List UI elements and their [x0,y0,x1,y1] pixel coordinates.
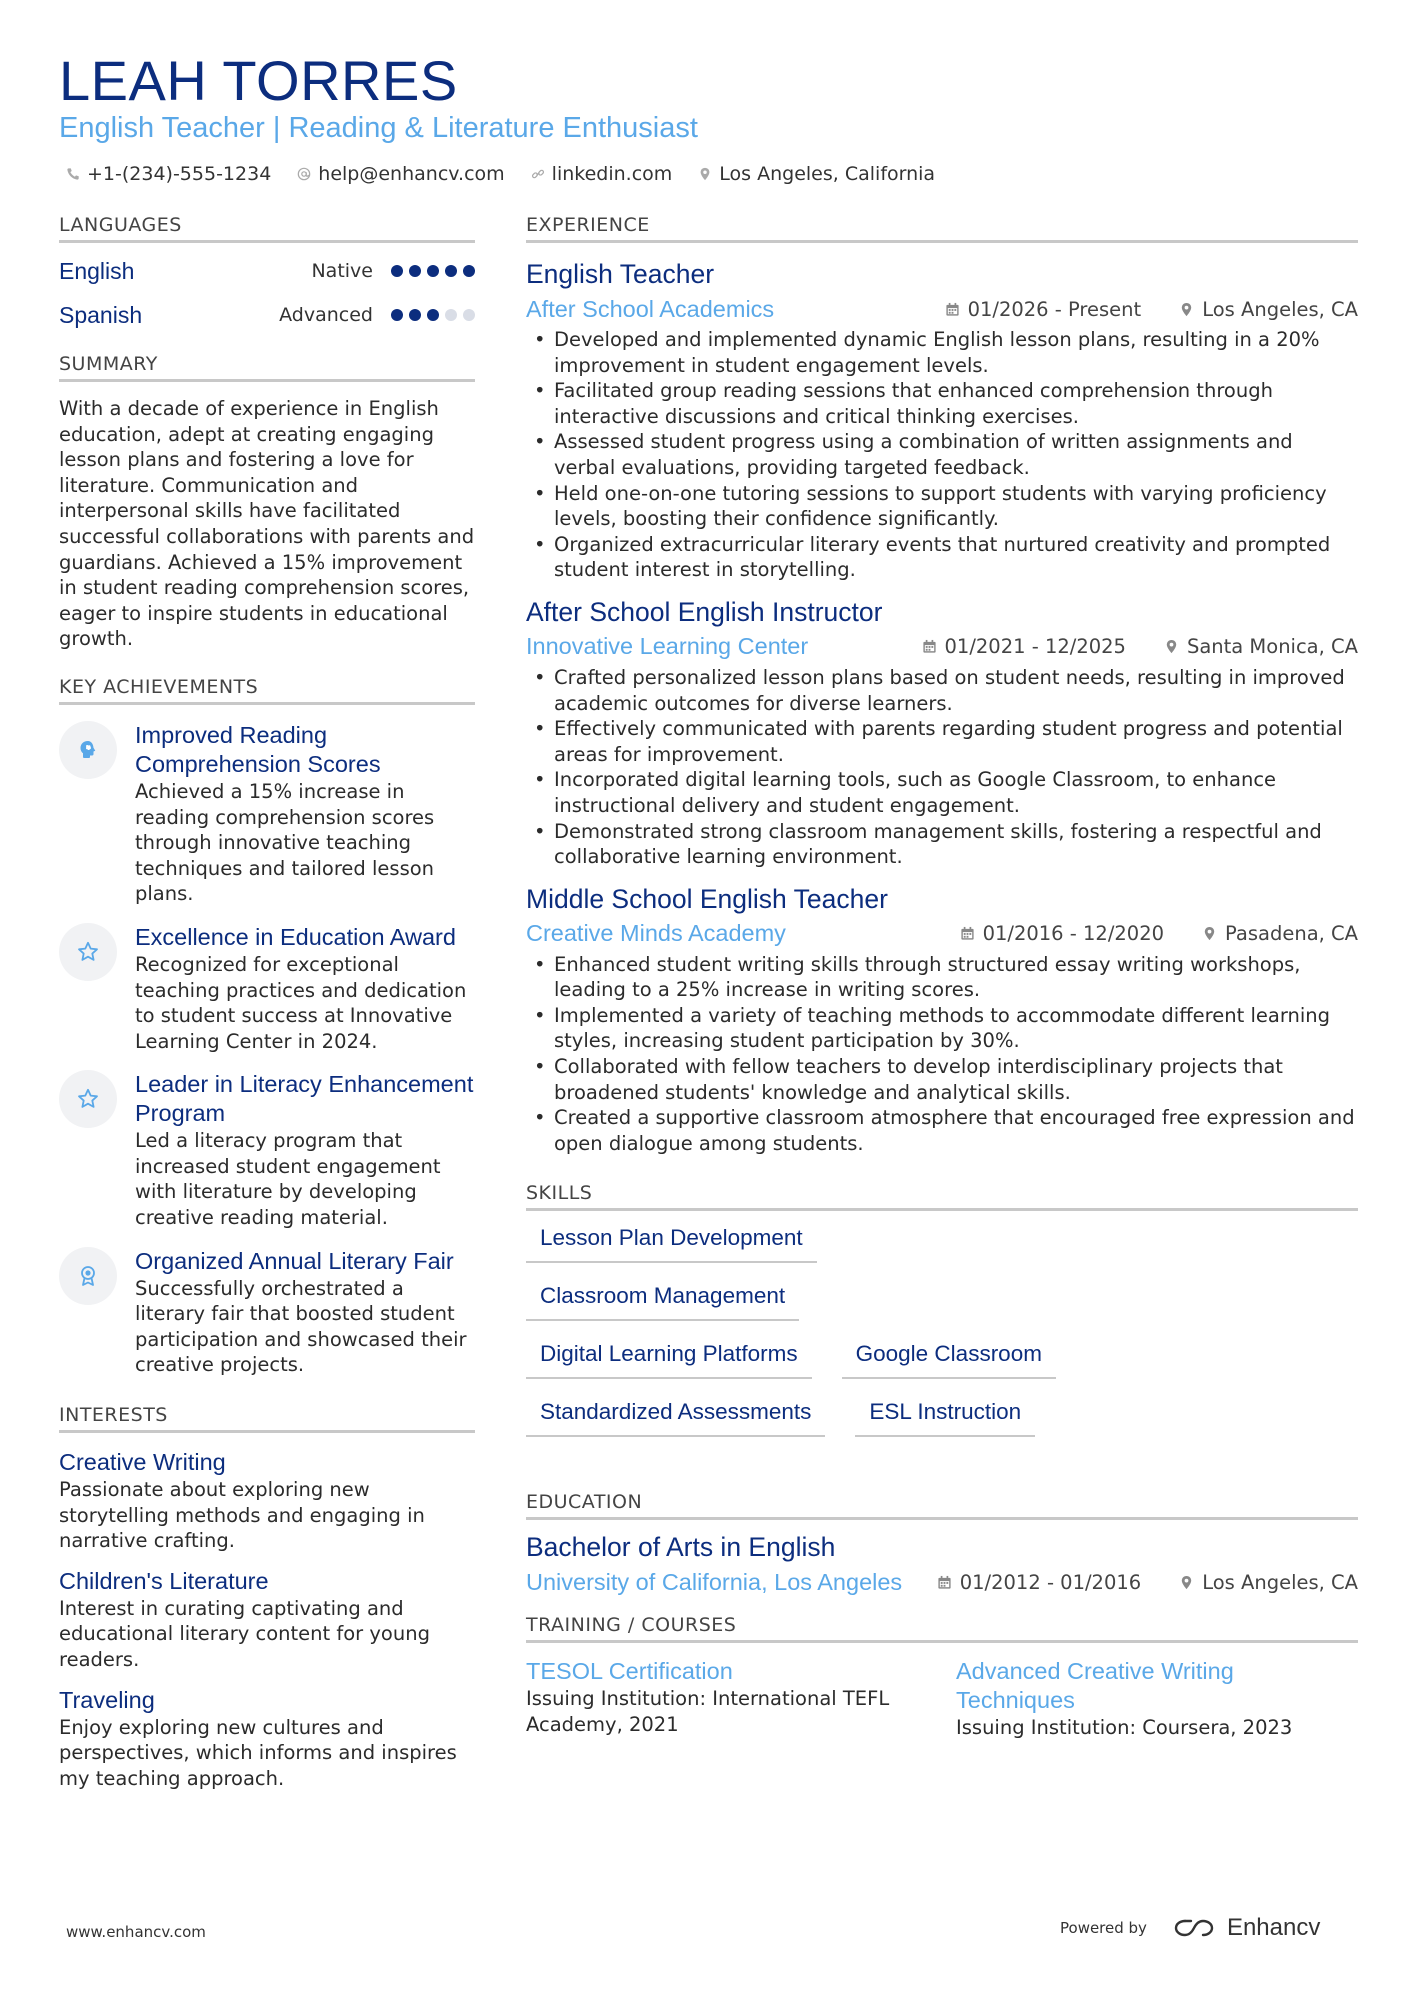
job-entry [526,257,1358,583]
dot-filled [427,309,439,321]
interest-item [59,1685,475,1792]
language-level: Native [311,260,373,282]
dot-empty [463,309,475,321]
job-bullets [526,327,1358,583]
dot-filled [409,265,421,277]
dot-filled [427,265,439,277]
training-text: Issuing Institution: International TEFL Academy, 2021 [526,1687,890,1737]
job-entry [526,882,1358,1157]
bullet-item: • Developed and implemented dynamic English lesson plans, resulting in a 20% improvement in student engagement levels. [526,327,1358,378]
bullet-item: • Effectively communicated with parents regarding student progress and potential areas for improvement. [526,716,1358,767]
interest-title: Creative Writing [59,1449,226,1476]
achievement-item [59,1070,475,1230]
job-dates: 01/2021 - 12/2025 [944,635,1126,659]
bullet-item: • Assessed student progress using a combination of written assignments and verbal evaluations, providing targeted feedback. [526,429,1358,480]
language-item [59,293,475,337]
bullet-item: • Created a supportive classroom atmosphere that encouraged free expression and open dialogue among students. [526,1105,1358,1156]
dot-filled [391,265,403,277]
candidate-name: LEAH TORRES [59,49,458,112]
right-column [526,214,1358,1741]
achievement-body [135,721,475,907]
location-text: Los Angeles, California [719,163,936,185]
skills-list [526,1219,1126,1451]
location-pin-icon [1164,639,1179,654]
job-location: Los Angeles, CA [1202,297,1358,321]
job-company: After School Academics [526,295,775,322]
calendar-icon [960,926,975,941]
dot-empty [445,309,457,321]
job-subheader [526,629,1358,665]
bullet-item: • Enhanced student writing skills through structured essay writing workshops, leading to a 25% increase in writing scores. [526,952,1358,1003]
education-school: University of California, Los Angeles [526,1568,903,1595]
job-subheader [526,291,1358,327]
achievement-icon-circle [59,721,117,779]
location-pin-icon [1179,1575,1194,1590]
languages-title: LANGUAGES [59,214,475,243]
contact-bar [66,163,935,185]
language-name: Spanish [59,301,143,328]
achievement-text: Achieved a 15% increase in reading comprehension scores through innovative teaching techniques and tailored lesson plans. [135,779,435,906]
brand-name: Enhancv [1226,1914,1321,1941]
job-meta [945,298,1358,321]
job-bullets [526,952,1358,1157]
contact-linkedin[interactable] [531,163,673,185]
proficiency-dots [391,265,475,277]
job-meta [960,922,1358,945]
contact-phone[interactable] [66,163,271,185]
brain-icon [76,738,100,762]
achievement-title: Excellence in Education Award [135,923,456,950]
education-dates: 01/2012 - 01/2016 [959,1570,1142,1594]
at-icon [297,167,311,181]
training-title-text: TESOL Certification [526,1658,733,1685]
education-subheader [526,1564,1358,1600]
linkedin-text: linkedin.com [551,163,673,185]
job-location: Santa Monica, CA [1186,635,1358,659]
language-name: English [59,257,135,284]
achievement-title: Improved Reading Comprehension Scores [135,721,381,777]
summary-title: SUMMARY [59,353,475,382]
bullet-item: • Crafted personalized lesson plans based on student needs, resulting in improved academic outcomes for diverse learners. [526,665,1358,716]
achievement-body [135,1070,475,1230]
bullet-item: • Facilitated group reading sessions that enhanced comprehension through interactive discussions and critical thinking exercises. [526,378,1358,429]
job-company: Innovative Learning Center [526,633,809,660]
job-location: Pasadena, CA [1225,922,1358,946]
phone-text: +1-(234)-555-1234 [87,163,272,185]
training-title-text: Advanced Creative Writing Techniques [956,1658,1234,1714]
candidate-headline: English Teacher | Reading & Literature Enthusiast [59,112,698,144]
location-pin-icon [1179,302,1194,317]
skill-tag: ESL Instruction [855,1393,1035,1437]
training-item [526,1657,896,1741]
dot-filled [463,265,475,277]
enhancv-logo[interactable] [1171,1914,1320,1942]
enhancv-logo-icon [1171,1916,1217,1940]
language-level: Advanced [279,304,373,326]
contact-email[interactable] [297,163,504,185]
award-icon [76,1264,100,1288]
email-text: help@enhancv.com [318,163,505,185]
achievement-body [135,923,475,1054]
dot-filled [445,265,457,277]
summary-text: With a decade of experience in English education, adept at creating engaging lesson plans and fostering a love for literature. Communication and interpersonal skills have facilitated successful collaborations with parents and guardians. Achieved a 15% improvement in student reading comprehension scores, eager to inspire students in educational growth. [59,397,475,651]
star-icon [76,940,100,964]
job-subheader [526,916,1358,952]
achievement-title: Leader in Literacy Enhancement Program [135,1071,474,1127]
phone-icon [66,167,80,181]
footer-branding [1060,1914,1320,1942]
interests-title: INTERESTS [59,1404,475,1433]
skill-tag: Lesson Plan Development [526,1219,817,1263]
interest-item [59,1447,475,1554]
training-text: Issuing Institution: Coursera, 2023 [956,1716,1293,1740]
achievement-text: Led a literacy program that increased student engagement with literature by developing creative reading material. [135,1129,441,1230]
powered-by-text: Powered by [1060,1919,1147,1937]
calendar-icon [937,1575,952,1590]
achievement-title: Organized Annual Literary Fair [135,1247,454,1274]
location-pin-icon [698,167,712,181]
job-company: Creative Minds Academy [526,920,786,947]
achievement-item [59,1247,475,1378]
bullet-item: • Held one-on-one tutoring sessions to support students with varying proficiency levels, boosting their confidence significantly. [526,481,1358,532]
interest-text: Passionate about exploring new storytelling methods and engaging in narrative crafting. [59,1478,425,1553]
job-title: English Teacher [526,259,715,289]
skill-tag: Google Classroom [842,1335,1056,1379]
education-location: Los Angeles, CA [1202,1570,1358,1594]
location-pin-icon [1202,926,1217,941]
education-meta [937,1571,1358,1594]
achievement-text: Successfully orchestrated a literary fair that boosted student participation and showcased their creative projects. [135,1276,467,1377]
achievement-icon-circle [59,923,117,981]
job-entry [526,595,1358,870]
interest-title: Children's Literature [59,1567,269,1594]
achievement-icon-circle [59,1247,117,1305]
skill-tag: Standardized Assessments [526,1393,825,1437]
bullet-item: • Implemented a variety of teaching methods to accommodate different learning styles, increasing student participation by 30%. [526,1003,1358,1054]
achievement-icon-circle [59,1070,117,1128]
interest-title: Traveling [59,1686,155,1713]
footer-website[interactable]: www.enhancv.com [66,1923,206,1941]
training-title: TRAINING / COURSES [526,1614,1358,1643]
link-icon [531,167,545,181]
achievements-title: KEY ACHIEVEMENTS [59,676,475,705]
achievement-body [135,1247,475,1378]
language-item [59,249,475,293]
experience-title: EXPERIENCE [526,214,1358,243]
interest-text: Interest in curating captivating and educational literary content for young readers. [59,1596,430,1671]
education-entry [526,1530,1358,1600]
bullet-item: • Collaborated with fellow teachers to develop interdisciplinary projects that broadened students' knowledge and analytical skills. [526,1054,1358,1105]
job-title: After School English Instructor [526,596,883,627]
calendar-icon [945,302,960,317]
left-column [59,214,475,1791]
job-title: Middle School English Teacher [526,883,888,914]
training-list [526,1657,1358,1741]
dot-filled [409,309,421,321]
skill-tag: Digital Learning Platforms [526,1335,812,1379]
proficiency-dots [391,309,475,321]
bullet-item: • Organized extracurricular literary events that nurtured creativity and prompted student interest in storytelling. [526,532,1358,583]
skills-title: SKILLS [526,1182,1358,1211]
education-degree: Bachelor of Arts in English [526,1532,836,1563]
achievement-item [59,923,475,1054]
interest-item [59,1566,475,1673]
education-title: EDUCATION [526,1491,1358,1520]
bullet-item: • Incorporated digital learning tools, such as Google Classroom, to enhance instructional delivery and student engagement. [526,767,1358,818]
bullet-item: • Demonstrated strong classroom management skills, fostering a respectful and collaborative learning environment. [526,819,1358,870]
job-dates: 01/2026 - Present [967,297,1142,321]
star-icon [76,1087,100,1111]
job-meta [922,635,1359,658]
interest-text: Enjoy exploring new cultures and perspectives, which informs and inspires my teaching approach. [59,1715,457,1790]
contact-location [698,163,935,185]
achievement-item [59,721,475,907]
calendar-icon [922,639,937,654]
job-dates: 01/2016 - 12/2020 [982,922,1165,946]
achievement-text: Recognized for exceptional teaching practices and dedication to student success at Innovative Learning Center in 2024. [135,952,467,1053]
training-item [956,1657,1326,1741]
skill-tag: Classroom Management [526,1277,799,1321]
job-bullets [526,665,1358,870]
dot-filled [391,309,403,321]
